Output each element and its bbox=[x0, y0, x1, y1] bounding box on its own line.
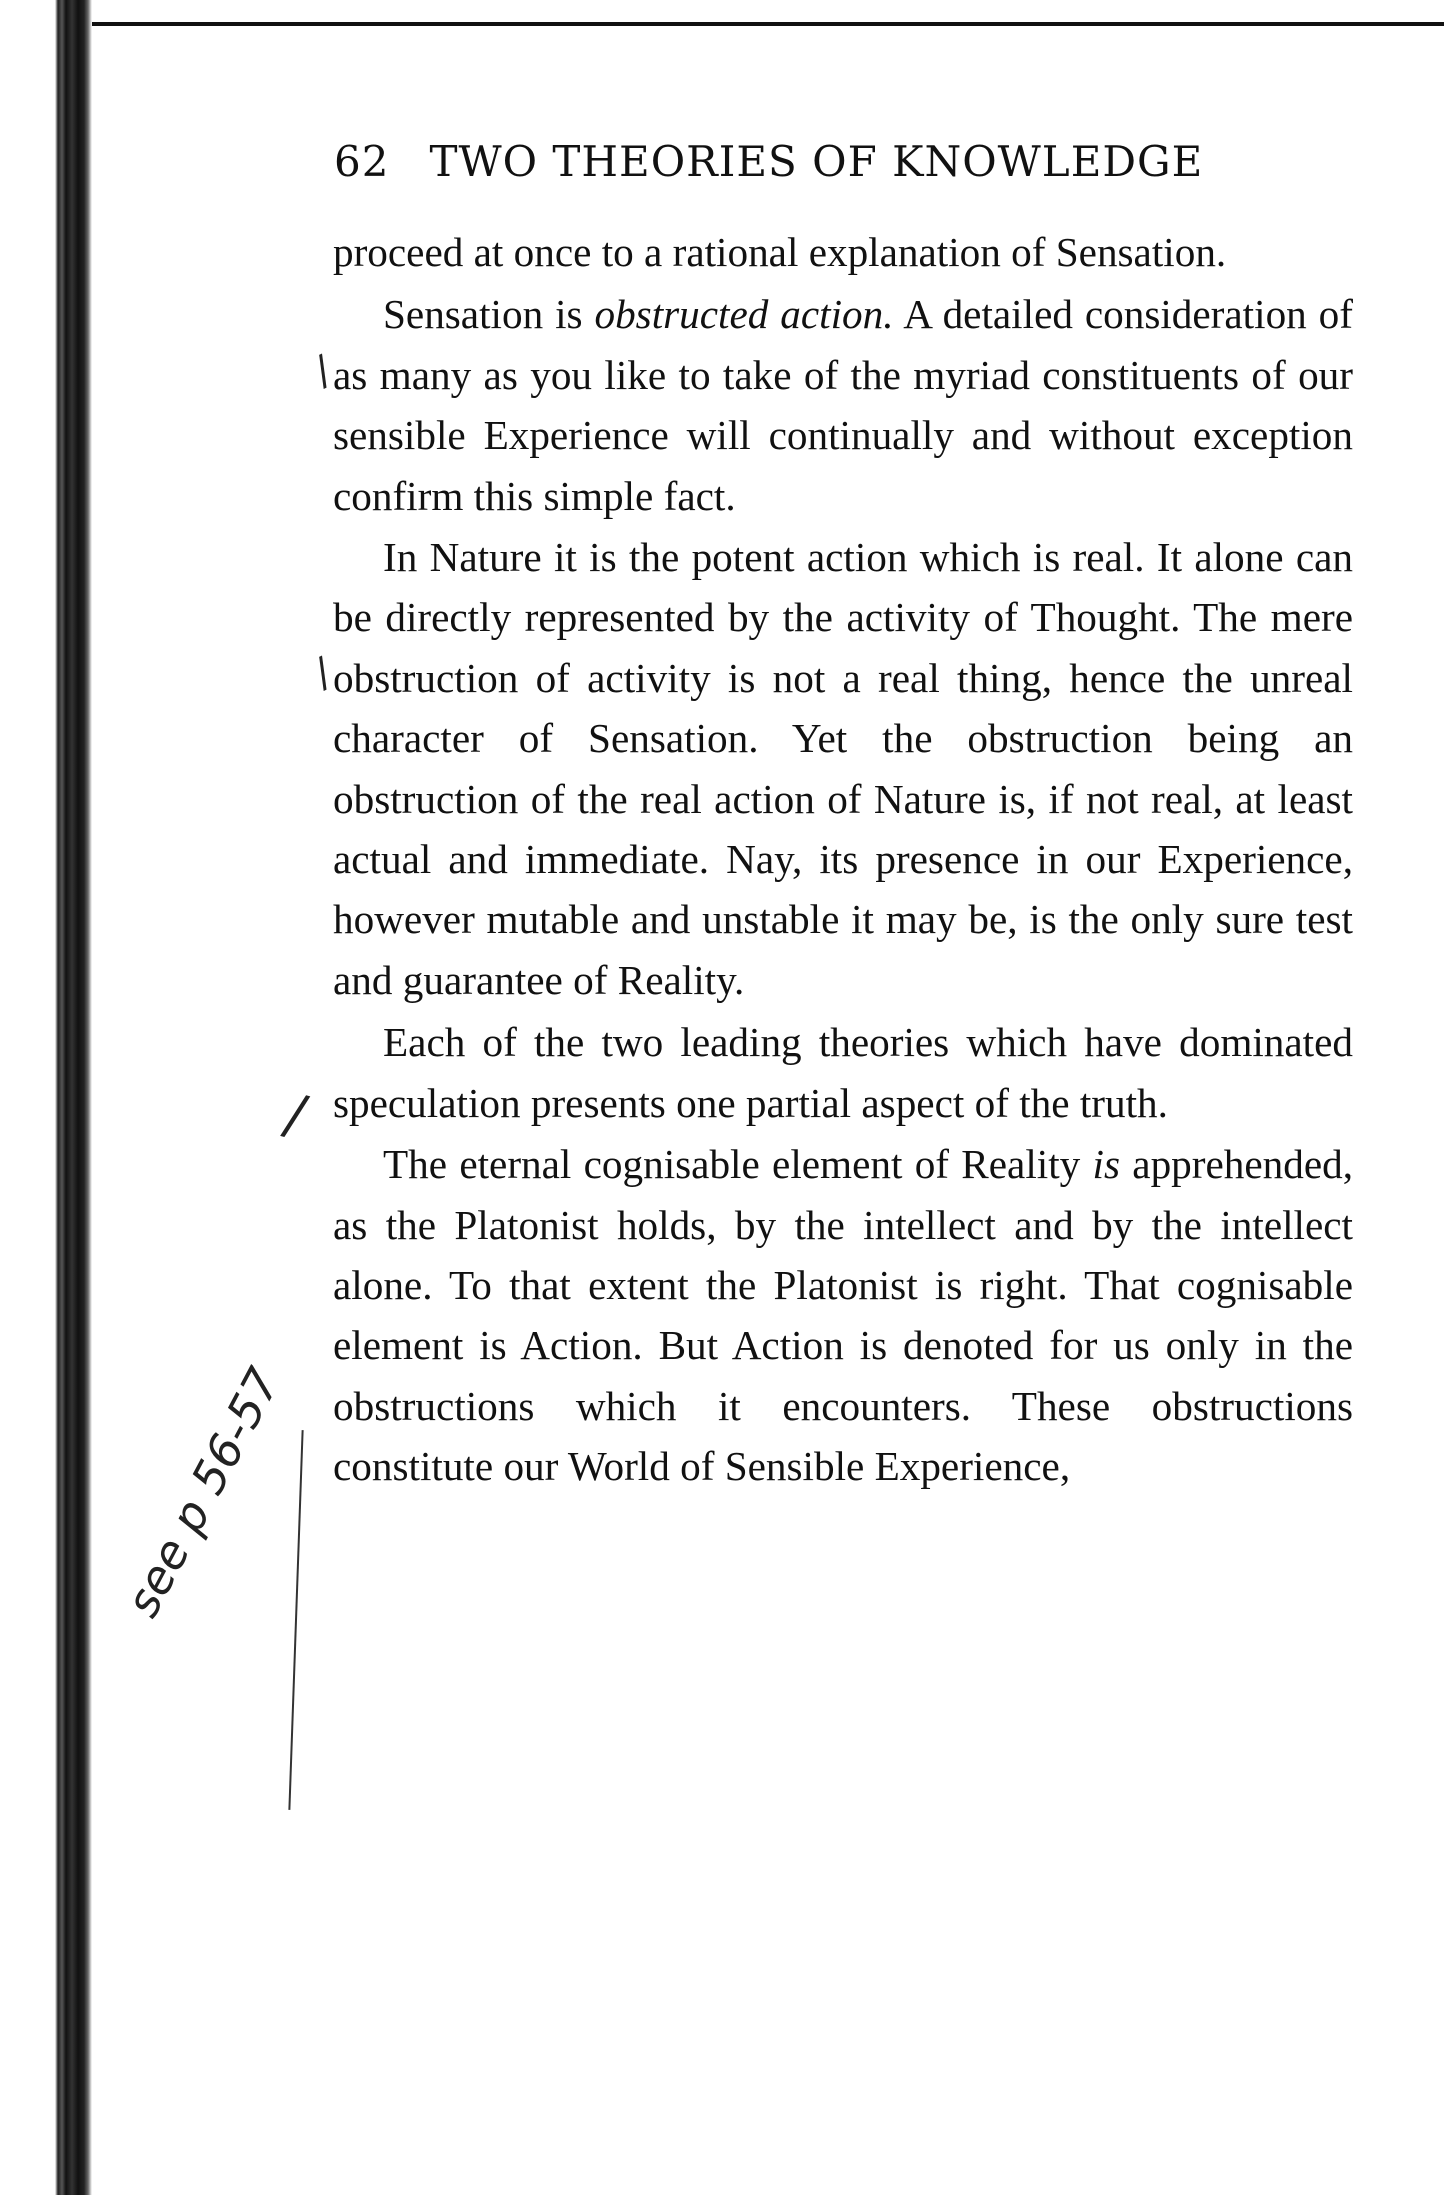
paragraph-3: In Nature it is the potent action which is real. It alone can be directly represented by the activity of Thought. The mere obstruction of activity is not a real thing, hence the unreal character of Sensation. Yet the obstruction being an obstruction of the real action of Nature is, if not real, at least actual and immediate. Nay, its presence in our Experience, however mutable and unstable it may be, is the only sure test and guarantee of Reality. bbox=[333, 534, 1353, 1003]
paragraph-4: Each of the two leading theories which have dominated speculation presents one partial aspect of the truth. bbox=[333, 1019, 1353, 1126]
page-body bbox=[333, 222, 1353, 1497]
paragraph-2-text-a: Sensation is bbox=[383, 291, 595, 338]
margin-pencil-line bbox=[288, 1430, 303, 1810]
paragraph-1: proceed at once to a rational explanation of Sensation. bbox=[333, 229, 1227, 275]
top-rule bbox=[80, 22, 1444, 26]
page-header bbox=[334, 137, 1244, 186]
paragraph-2 bbox=[333, 284, 1353, 526]
paragraph-5 bbox=[333, 1134, 1353, 1496]
paragraph-5-text-a: The eternal cognisable element of Reality bbox=[383, 1141, 1093, 1188]
pencil-tick-mark: / bbox=[306, 649, 339, 697]
paragraph-2-text-b: A detailed consideration of as many as you like to take of the myriad constituents of our sensible Experience will continually and without exception confirm this simple fact. bbox=[333, 291, 1353, 519]
paragraph-5-emphasis: is bbox=[1092, 1141, 1121, 1188]
paragraph-5-text-b: apprehended, as the Platonist holds, by the intellect and by the intellect alone. To that extent the Platonist is right. That cognisable element is Action. But Action is denoted for us only in the obstructions which it encounters. These obstructions constitute our World of Sensible Experience, bbox=[333, 1141, 1353, 1490]
pencil-tick-mark: / bbox=[306, 347, 339, 395]
book-binding-edge bbox=[0, 0, 92, 2195]
page-number: 62 bbox=[334, 137, 390, 186]
paragraph-2-emphasis: obstructed action. bbox=[594, 291, 894, 338]
running-title: TWO THEORIES OF KNOWLEDGE bbox=[429, 137, 1204, 186]
pencil-tick-mark: / bbox=[277, 1081, 313, 1150]
handwritten-margin-note: see p 56-57 bbox=[115, 1359, 291, 1626]
